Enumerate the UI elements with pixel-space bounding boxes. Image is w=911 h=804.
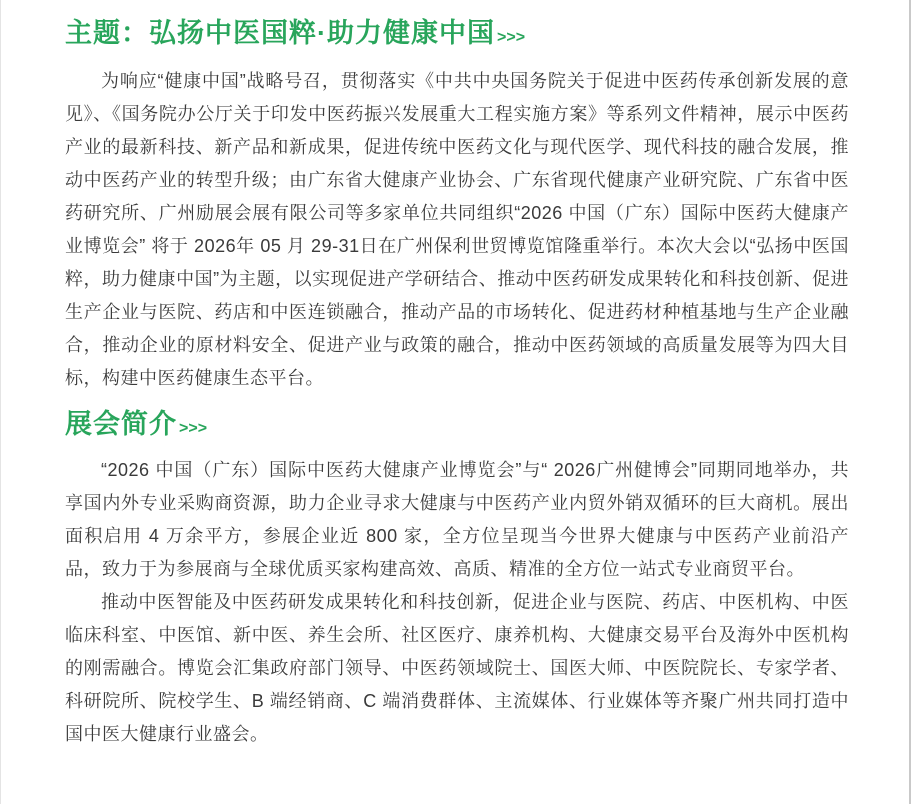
section-intro: [65, 409, 849, 751]
chevrons-decoration: >>>: [179, 420, 208, 437]
intro-heading: [65, 409, 849, 444]
section-theme: [65, 18, 849, 395]
chevrons-decoration: >>>: [497, 29, 526, 46]
intro-paragraph-1: “2026 中国（广东）国际中医药大健康产业博览会”与“ 2026广州健博会”同期同地举办，共享国内外专业采购商资源，助力企业寻求大健康与中医药产业内贸外销双循环的巨大商机。展出面积启用 4 万余平方，参展企业近 800 家，全方位呈现当今世界大健康与中医药产业前沿产品，致力于为参展商与全球优质买家构建高效、高质、精准的全方位一站式专业商贸平台。: [65, 460, 849, 579]
theme-heading: [65, 18, 849, 53]
theme-paragraph: 为响应“健康中国”战略号召，贯彻落实《中共中央国务院关于促进中医药传承创新发展的意见》、《国务院办公厅关于印发中医药振兴发展重大工程实施方案》等系列文件精神，展示中医药产业的最新科技、新产品和新成果，促进传统中医药文化与现代医学、现代科技的融合发展，推动中医药产业的转型升级；由广东省大健康产业协会、广东省现代健康产业研究院、广东省中医药研究所、广州励展会展有限公司等多家单位共同组织“2026 中国（广东）国际中医药大健康产业博览会” 将于 2026年 05 月 29-31日在广州保利世贸博览馆隆重举行。本次大会以“弘扬中医国粹，助力健康中国”为主题，以实现促进产学研结合、推动中医药研发成果转化和科技创新、促进生产企业与医院、药店和中医连锁融合，推动产品的市场转化、促进药材种植基地与生产企业融合，推动企业的原材料安全、促进产业与政策的融合，推动中医药领域的高质量发展等为四大目标，构建中医药健康生态平台。: [65, 71, 849, 388]
theme-heading-text: 主题：弘扬中医国粹·助力健康中国: [65, 18, 495, 48]
intro-paragraph-2: 推动中医智能及中医药研发成果转化和科技创新，促进企业与医院、药店、中医机构、中医临床科室、中医馆、新中医、养生会所、社区医疗、康养机构、大健康交易平台及海外中医机构的刚需融合。博览会汇集政府部门领导、中医药领域院士、国医大师、中医院院长、专家学者、科研院所、院校学生、B 端经销商、C 端消费群体、主流媒体、行业媒体等齐聚广州共同打造中国中医大健康行业盛会。: [65, 592, 849, 744]
intro-heading-text: 展会简介: [65, 409, 177, 439]
